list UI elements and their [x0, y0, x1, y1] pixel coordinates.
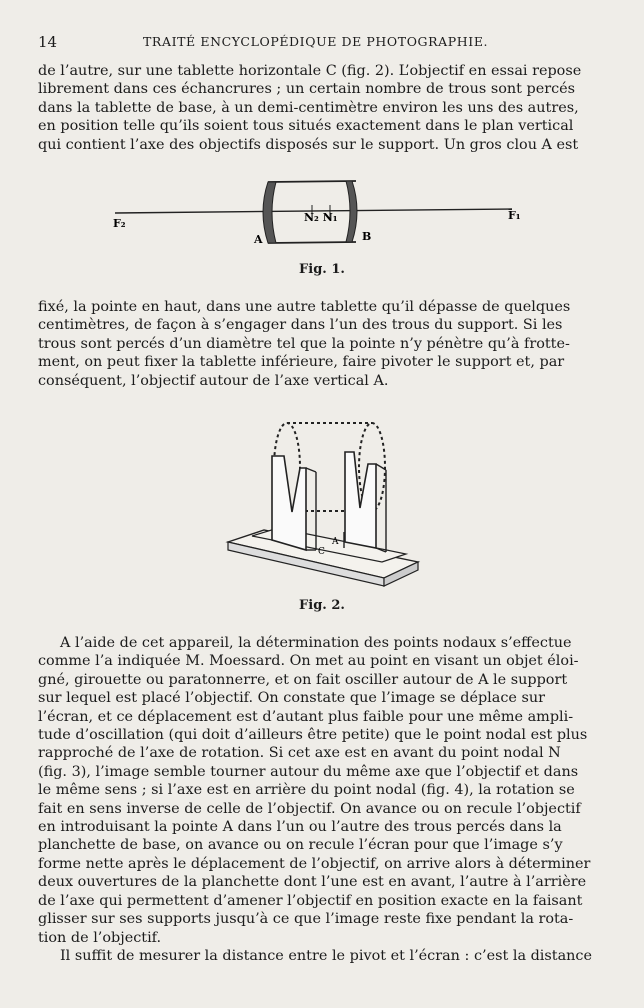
figure-2-caption: Fig. 2. [299, 598, 345, 613]
text-line: (fig. 3), l’image semble tourner autour du même axe que l’objectif et dans [38, 763, 579, 780]
text-line: de l’axe qui permettent d’amener l’objectif en position exacte en la faisant [38, 892, 583, 909]
text-line: fixé, la pointe en haut, dans une autre tablette qu’il dépasse de quelques [38, 299, 571, 315]
text-line: en position telle qu’ils soient tous situés exactement dans le plan vertical [38, 118, 574, 135]
text-line: deux ouvertures de la planchette dont l’une est en avant, l’autre à l’arrière [38, 874, 587, 891]
text-line: conséquent, l’objectif autour de l’axe vertical A. [38, 372, 389, 389]
text-line: qui contient l’axe des objectifs disposés sur le support. Un gros clou A est [38, 136, 579, 153]
paragraph-1 [38, 62, 606, 154]
text-line: dans la tablette de base, à un demi-centimètre environ les uns des autres, [38, 99, 579, 116]
figure-2-diagram [0, 412, 644, 592]
text-line: fait en sens inverse de celle de l’objectif. On avance ou on recule l’objectif [38, 800, 581, 817]
lens-element-b [346, 181, 357, 242]
text-line: tion de l’objectif. [38, 929, 162, 946]
label-b: B [362, 230, 372, 243]
text-line: centimètres, de façon à s’engager dans l’un des trous du support. Si les [38, 317, 563, 334]
label-c: C [318, 547, 325, 557]
text-line: planchette de base, on avance ou on recule l’écran pour que l’image s’y [38, 837, 563, 854]
figure-1-caption: Fig. 1. [299, 262, 345, 277]
text-line: sur lequel est placé l’objectif. On constate que l’image se déplace sur [38, 690, 546, 707]
text-line: en introduisant la pointe A dans l’un ou l’autre des trous percés dans la [38, 819, 562, 836]
label-n2-n1: N₂ N₁ [304, 211, 338, 224]
label-a: A [332, 537, 339, 547]
running-title: TRAITÉ ENCYCLOPÉDIQUE DE PHOTOGRAPHIE. [143, 34, 489, 49]
label-f1: F₁ [508, 209, 521, 222]
text-line: A l’aide de cet appareil, la détermination des points nodaux s’effectue [60, 635, 572, 651]
text-line: trous sont percés d’un diamètre tel que la pointe n’y pénètre qu’à frotte- [38, 335, 570, 352]
paragraph-2 [38, 298, 606, 390]
text-line: glisser sur ses supports jusqu’à ce que l’image reste fixe pendant la rota- [38, 911, 574, 928]
text-line: l’écran, et ce déplacement est d’autant plus faible pour une même ampli- [38, 708, 574, 725]
text-line: le même sens ; si l’axe est en arrière du point nodal (fig. 4), la rotation se [38, 782, 575, 799]
text-line: gné, girouette ou paratonnerre, et on fait osciller autour de A le support [38, 671, 568, 688]
lens-element-a [263, 182, 276, 243]
page-header [38, 33, 598, 53]
label-f2: F₂ [113, 217, 126, 230]
label-a: A [254, 233, 263, 246]
left-v-support [272, 456, 306, 550]
page-number: 14 [38, 33, 58, 51]
lens-top-edge [268, 181, 356, 182]
text-line: librement dans ces échancrures ; un certain nombre de trous sont percés [38, 81, 576, 98]
text-line: rapproché de l’axe de rotation. Si cet axe est en avant du point nodal N [38, 745, 561, 762]
text-line: de l’autre, sur une tablette horizontale C (fig. 2). L’objectif en essai repose [38, 63, 582, 79]
lens-bottom-edge [268, 242, 356, 243]
text-line: forme nette après le déplacement de l’objectif, on arrive alors à déterminer [38, 855, 591, 872]
text-line: ment, on peut fixer la tablette inférieure, faire pivoter le support et, par [38, 354, 565, 371]
text-line: comme l’a indiquée M. Moessard. On met au point en visant un objet éloi- [38, 653, 579, 670]
paragraph-3 [38, 634, 606, 965]
figure-1-diagram [0, 175, 644, 255]
text-line: Il suffit de mesurer la distance entre le pivot et l’écran : c’est la distance [60, 947, 593, 964]
text-line: tude d’oscillation (qui doit d’ailleurs être petite) que le point nodal est plus [38, 727, 588, 744]
right-v-support [345, 452, 376, 548]
